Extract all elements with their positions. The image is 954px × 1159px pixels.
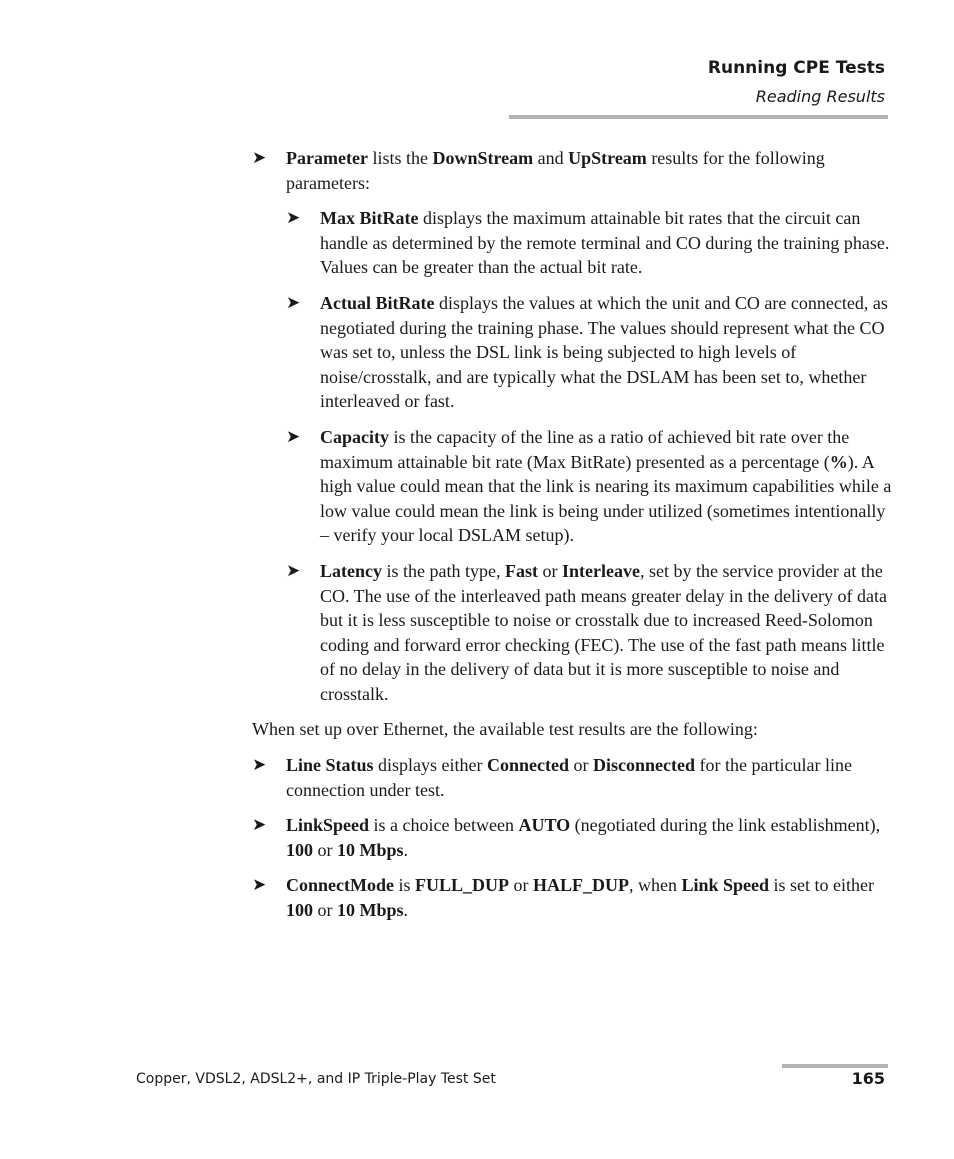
header-title: Running CPE Tests — [707, 58, 885, 78]
text: is a choice between — [369, 815, 519, 836]
header-rule — [509, 115, 888, 119]
text: is — [393, 875, 415, 896]
term-latency: Latency — [320, 560, 382, 581]
bullet-linkspeed — [252, 813, 892, 862]
term-full-dup: FULL_DUP — [415, 875, 509, 896]
term-100: 100 — [286, 839, 313, 860]
term-max-bitrate: Max BitRate — [320, 208, 419, 229]
term-connected: Connected — [487, 755, 570, 776]
text: or — [313, 900, 337, 921]
term-line-status: Line Status — [286, 755, 374, 776]
text: . — [403, 839, 409, 860]
header-subtitle: Reading Results — [755, 87, 885, 106]
bullet-arrow-icon: ➤ — [252, 815, 267, 835]
text: for the particular line connection under test. — [286, 755, 852, 800]
term-parameter: Parameter — [286, 148, 368, 168]
text: is the path type, — [382, 560, 505, 581]
text: or — [313, 839, 337, 860]
term-percent: % — [829, 451, 848, 472]
bullet-arrow-icon: ➤ — [286, 292, 301, 312]
term-connectmode: ConnectMode — [286, 875, 394, 896]
term-interleave: Interleave — [561, 560, 640, 581]
term-fast: Fast — [504, 560, 538, 581]
term-link-speed: Link Speed — [681, 875, 770, 896]
ethernet-intro-paragraph: When set up over Ethernet, the available test results are the following: — [252, 719, 758, 740]
term-linkspeed: LinkSpeed — [286, 815, 370, 836]
term-10-mbps: 10 Mbps — [337, 839, 404, 860]
text: or — [569, 755, 594, 776]
text: lists the — [367, 148, 433, 168]
footer-rule — [782, 1064, 888, 1068]
text: or — [537, 560, 562, 581]
bullet-parameter — [252, 146, 892, 195]
term-10-mbps: 10 Mbps — [337, 900, 404, 921]
term-100: 100 — [286, 900, 313, 921]
term-downstream: DownStream — [432, 148, 534, 168]
bullet-latency — [252, 559, 892, 707]
text: is the capacity of the line as a ratio of achieved bit rate over the maximum attainable bit rate (Max BitRate) presented as a percentage ( — [320, 426, 850, 472]
term-actual-bitrate: Actual BitRate — [320, 292, 435, 313]
text: , when — [629, 875, 682, 896]
bullet-arrow-icon: ➤ — [252, 875, 267, 895]
bullet-line-status — [252, 753, 892, 802]
bullet-arrow-icon: ➤ — [286, 426, 301, 446]
text: . — [403, 900, 409, 921]
page-number: 165 — [851, 1069, 885, 1088]
bullet-capacity — [252, 425, 892, 548]
term-half-dup: HALF_DUP — [533, 875, 629, 896]
text: (negotiated during the link establishment), — [570, 815, 881, 836]
bullet-arrow-icon: ➤ — [286, 208, 301, 228]
text: displays the maximum attainable bit rates that the circuit can handle as determined by the remote terminal and CO during the training phase. Values can be greater than the actual bit rate. — [320, 208, 890, 278]
term-upstream: UpStream — [568, 148, 647, 168]
term-capacity: Capacity — [320, 426, 389, 447]
bullet-arrow-icon: ➤ — [252, 755, 267, 775]
bullet-arrow-icon: ➤ — [252, 148, 267, 167]
text: ). A high value could mean that the link is nearing its maximum capabilities while a low value could mean the link is being under utilized (sometimes intentionally – verify your local DSLAM setup). — [320, 451, 892, 546]
text: or — [509, 875, 533, 896]
text: displays the values at which the unit and CO are connected, as negotiated during the training phase. The values should represent what the CO was set to, unless the DSL link is being subjected to high levels of noise/crosstalk, and are typically what the DSLAM has been set to, whether interleaved or fast. — [320, 292, 888, 412]
bullet-actual-bitrate — [252, 291, 892, 414]
text: is set to either — [769, 875, 875, 896]
bullet-connectmode — [252, 873, 892, 922]
text: , set by the service provider at the CO. The use of the interleaved path means greater delay in the delivery of data but it is less susceptible to noise or crosstalk due to increased Reed-Solomon coding and forward error checking (FEC). The use of the fast path means little of no delay in the delivery of data but it is more susceptible to noise and crosstalk. — [320, 560, 887, 704]
term-disconnected: Disconnected — [593, 755, 696, 776]
text: displays either — [373, 755, 488, 776]
text: and — [533, 148, 569, 168]
body-content — [252, 146, 892, 923]
bullet-max-bitrate — [252, 206, 892, 280]
term-auto: AUTO — [518, 815, 571, 836]
text: results for the following parameters: — [286, 148, 825, 193]
footer-doc-title: Copper, VDSL2, ADSL2+, and IP Triple-Play Test Set — [136, 1071, 496, 1087]
bullet-arrow-icon: ➤ — [286, 560, 301, 580]
